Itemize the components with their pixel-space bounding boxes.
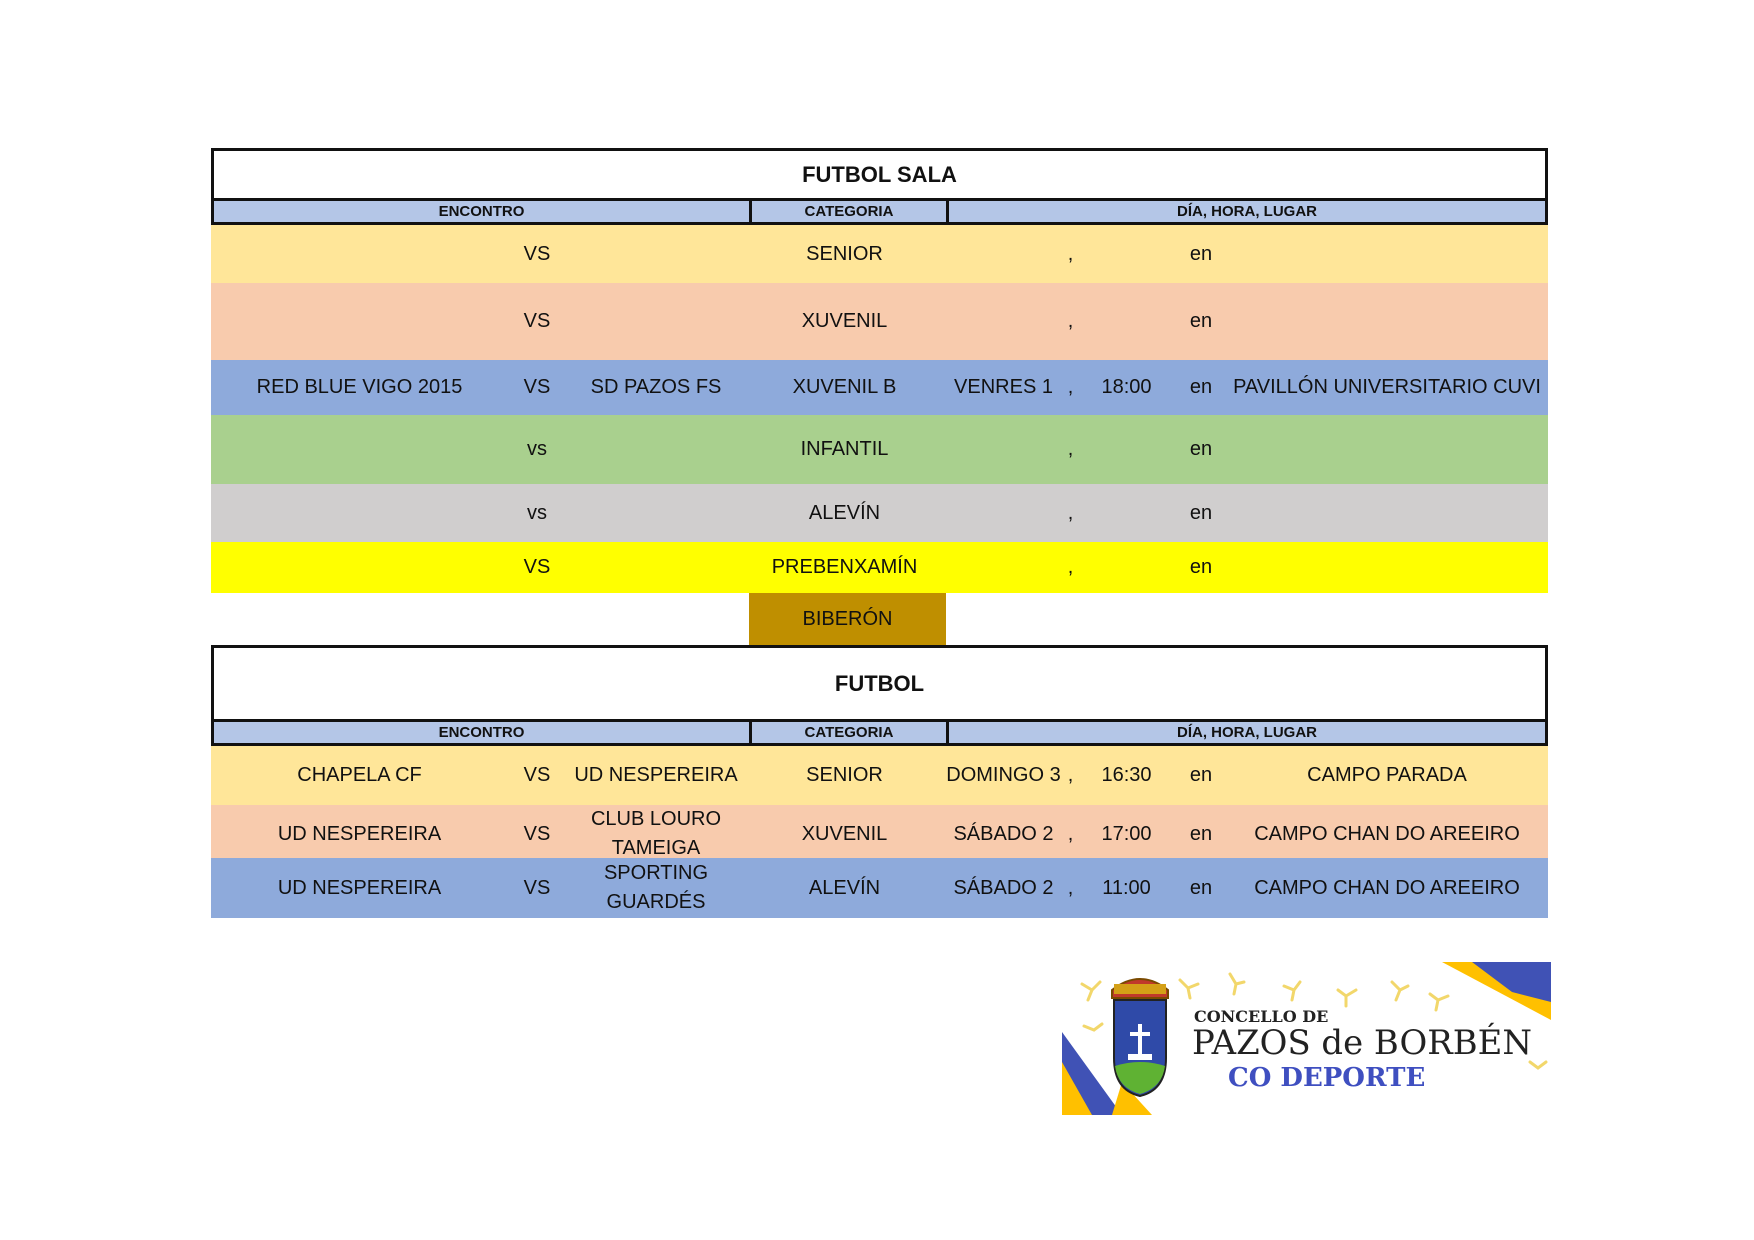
time [1077,415,1176,484]
table-row [211,542,1548,593]
category: ALEVÍN [808,501,881,524]
en-label: en [1189,376,1213,398]
time [1077,283,1176,360]
home-team [211,542,508,593]
home-team [211,484,508,542]
category: PREBENXAMÍN [771,556,918,578]
comma-separator: , [1067,242,1074,265]
day: SÁBADO 2 [953,876,1054,899]
category: SENIOR [806,764,883,786]
home-team [211,225,508,283]
venue [1226,484,1548,542]
table-row [211,484,1548,542]
vs-label: VS [523,242,551,265]
day [943,415,1064,484]
home-team: UD NESPEREIRA [277,822,442,845]
home-team: CHAPELA CF [297,764,422,786]
en-label: en [1189,822,1213,845]
time: 11:00 [1102,876,1151,899]
day: SÁBADO 2 [953,822,1054,845]
time [1077,225,1176,283]
away-team [566,484,746,542]
coat-of-arms-icon [1112,979,1168,1096]
time: 18:00 [1101,376,1152,398]
en-label: en [1189,438,1213,460]
futbol-header-row [211,719,1548,746]
header-encontro: ENCONTRO [438,203,525,220]
en-label: en [1189,242,1213,265]
vs-label: VS [523,822,551,845]
comma-separator: , [1067,438,1074,460]
header-categoria: CATEGORIA [749,201,946,222]
away-team [566,283,746,360]
futbol-sala-header-row [211,198,1548,225]
comma-separator: , [1067,556,1074,578]
header-dia-hora-lugar: DÍA, HORA, LUGAR [946,201,1545,222]
futbol-sala-title: FUTBOL SALA [211,148,1548,198]
comma-separator: , [1067,876,1074,899]
venue [1226,225,1548,283]
venue [1226,542,1548,593]
home-team: UD NESPEREIRA [277,876,442,899]
home-team [211,283,508,360]
day [943,542,1064,593]
vs-label: VS [523,376,551,398]
category: ALEVÍN [808,876,881,899]
table-row [211,225,1548,283]
vs-label: VS [523,556,551,578]
away-team: SD PAZOS FS [590,376,722,398]
time [1077,542,1176,593]
venue: CAMPO CHAN DO AREEIRO [1254,822,1520,845]
en-label: en [1189,876,1213,899]
en-label: en [1189,501,1213,524]
biberon-category-cell: BIBERÓN [749,593,946,645]
vs-label: vs [527,501,547,524]
venue [1226,283,1548,360]
day [943,484,1064,542]
time: 17:00 [1101,822,1152,845]
concello-pazos-de-borben-logo [1062,962,1551,1115]
table-row [211,805,1548,858]
en-label: en [1189,310,1213,332]
header-dia-hora-lugar: DÍA, HORA, LUGAR [946,722,1545,743]
day: VENRES 1 [954,376,1053,398]
header-categoria: CATEGORIA [749,722,946,743]
away-team [566,415,746,484]
comma-separator: , [1067,310,1074,332]
vs-label: VS [523,310,551,332]
category: INFANTIL [800,438,889,460]
home-team: RED BLUE VIGO 2015 [256,376,463,398]
comma-separator: , [1067,501,1074,524]
venue [1226,415,1548,484]
day [943,283,1064,360]
away-team [566,542,746,593]
day [943,225,1064,283]
venue: CAMPO CHAN DO AREEIRO [1254,876,1520,899]
away-team: CLUB LOURO TAMEIGA [590,808,722,859]
venue: PAVILLÓN UNIVERSITARIO CUVI [1233,376,1541,398]
home-team [211,415,508,484]
logo-line-1: CONCELLO DE [1194,1007,1329,1026]
header-encontro: ENCONTRO [438,724,525,741]
away-team: UD NESPEREIRA [574,764,738,786]
comma-separator: , [1067,764,1074,786]
en-label: en [1189,556,1213,578]
venue: CAMPO PARADA [1307,764,1467,786]
away-team: SPORTING GUARDÉS [603,862,709,913]
logo-line-2: PAZOS de BORBÉN [1192,1023,1534,1063]
day: DOMINGO 3 [946,764,1061,786]
futbol-table [211,645,1548,918]
category: XUVENIL B [792,376,897,398]
futbol-sala-table [211,148,1548,593]
table-row [211,858,1548,918]
comma-separator: , [1067,822,1074,845]
time [1077,484,1176,542]
vs-label: VS [523,764,551,786]
time: 16:30 [1101,764,1152,786]
category: XUVENIL [801,310,888,332]
vs-label: VS [523,876,551,899]
table-row [211,360,1548,415]
vs-label: vs [527,438,547,460]
category: XUVENIL [801,822,888,845]
category: SENIOR [806,242,883,265]
futbol-title: FUTBOL [211,645,1548,719]
table-row [211,746,1548,805]
comma-separator: , [1067,376,1074,398]
en-label: en [1189,764,1213,786]
table-row [211,283,1548,360]
logo-line-3: CO DEPORTE [1228,1063,1426,1093]
table-row [211,415,1548,484]
away-team [566,225,746,283]
